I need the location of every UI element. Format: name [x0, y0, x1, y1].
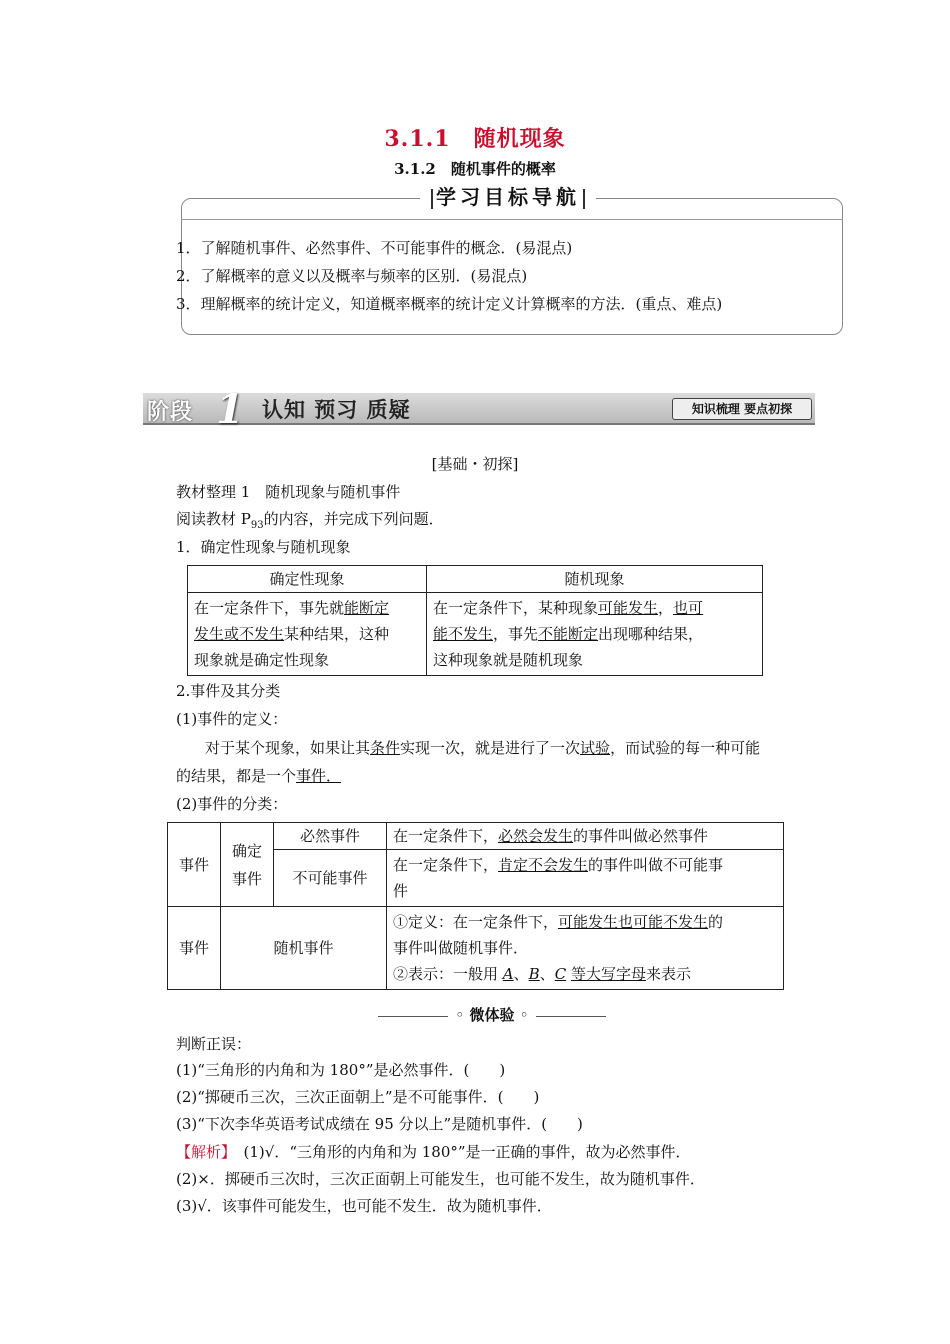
stage-title: 认知 预习 质疑	[262, 397, 411, 422]
subsection-2: 2.事件及其分类	[176, 682, 281, 700]
goal-item: 1．了解随机事件、必然事件、不可能事件的概念．(易混点)	[176, 239, 573, 257]
table-cell: ①定义：在一定条件下，可能发生也可能不发生的 事件叫做随机事件． ②表示：一般用 A、B、C 等大写字母来表示	[387, 907, 784, 990]
table-events	[167, 822, 784, 990]
table-cell: 确定 事件	[221, 823, 274, 907]
analysis-label: 【解析】	[176, 1143, 229, 1161]
analysis: 【解析】 (1)√．“三角形的内角和为 180°”是一正确的事件，故为必然事件．	[176, 1143, 691, 1161]
table-cell: 在一定条件下，某种现象可能发生，也可 能不发生，事先不能断定出现哪种结果， 这种现象就是随机现象	[427, 593, 763, 676]
goals-divider	[181, 219, 843, 220]
table-cell: 在一定条件下，必然会发生的事件叫做必然事件	[387, 823, 784, 850]
analysis: (2)×．掷硬币三次时，三次正面朝上可能发生，也可能不发生，故为随机事件．	[176, 1170, 705, 1188]
judge-label: 判断正误：	[176, 1035, 252, 1053]
table-cell: 在一定条件下，肯定不会发生的事件叫做不可能事 件	[387, 850, 784, 907]
table-cell: 随机事件	[221, 907, 387, 990]
analysis: (3)√．该事件可能发生，也可能不发生．故为随机事件．	[176, 1197, 552, 1215]
goal-item: 2．了解概率的意义以及概率与频率的区别．(易混点)	[176, 267, 528, 285]
definition-text: 的结果，都是一个事件．	[176, 767, 342, 785]
material-heading: 教材整理 1 随机现象与随机事件	[176, 483, 401, 501]
table-cell: 必然事件	[274, 823, 387, 850]
stage-label: 阶段	[147, 400, 194, 425]
page-title: 3.1.1 随机现象	[384, 126, 566, 152]
goal-item: 3．理解概率的统计定义，知道概率概率的统计定义计算概率的方法．(重点、难点)	[176, 295, 723, 313]
table-cell: 事件	[168, 907, 221, 990]
goals-header: 学习目标导航	[420, 182, 596, 212]
subsection-1: 1．确定性现象与随机现象	[176, 538, 351, 556]
section-tag: [基础・初探]	[431, 455, 519, 473]
page-subtitle: 3.1.2 随机事件的概率	[394, 160, 556, 178]
table-header: 确定性现象	[188, 566, 427, 593]
definition-label: (1)事件的定义：	[176, 710, 288, 728]
question: (3)“下次李华英语考试成绩在 95 分以上”是随机事件．( )	[176, 1115, 583, 1133]
table-phenomena	[187, 565, 763, 676]
classification-label: (2)事件的分类：	[176, 795, 288, 813]
question: (2)“掷硬币三次，三次正面朝上”是不可能事件．( )	[176, 1088, 540, 1106]
table-header: 随机现象	[427, 566, 763, 593]
stage-tag: 知识梳理 要点初探	[672, 398, 812, 420]
table-cell: 在一定条件下，事先就能断定 发生或不发生某种结果，这种 现象就是确定性现象	[188, 593, 427, 676]
definition-text: 对于某个现象，如果让其条件实现一次，就是进行了一次试验，而试验的每一种可能	[205, 739, 761, 757]
reading-instruction: 阅读教材 $P_{93}$的内容，并完成下列问题．	[176, 510, 444, 531]
table-cell: 不可能事件	[274, 850, 387, 907]
micro-header: ◦ 微体验 ◦	[378, 1004, 606, 1025]
table-cell: 事件	[168, 823, 221, 907]
stage-number: 1	[216, 386, 244, 433]
question: (1)“三角形的内角和为 180°”是必然事件．( )	[176, 1061, 506, 1079]
